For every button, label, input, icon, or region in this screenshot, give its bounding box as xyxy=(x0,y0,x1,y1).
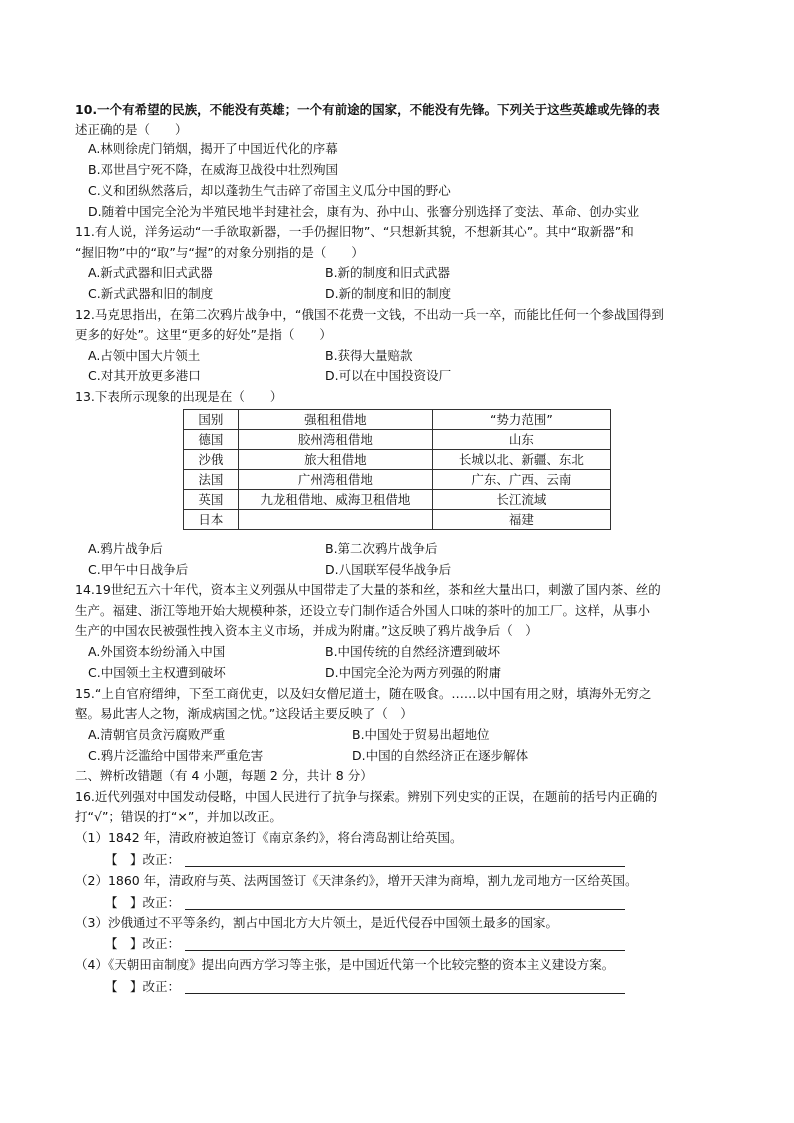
q13-option-b: B.第二次鸦片战争后 xyxy=(325,541,438,556)
q15-option-c: C.鸦片泛滥给中国带来严重危害 xyxy=(88,748,264,763)
q16-correction-line-3[interactable] xyxy=(185,950,625,951)
q16-correction-label-2: 【 】改正： xyxy=(105,895,181,910)
q16-item-1: （1）1842 年，清政府被迫签订《南京条约》，将台湾岛割让给英国。 xyxy=(75,830,463,845)
q16-correction-label-4: 【 】改正： xyxy=(105,979,181,994)
table-cell: 胶州湾租借地 xyxy=(238,430,432,450)
q11-stem-line-2: “握旧物”中的“取”与“握”的对象分别指的是（ ） xyxy=(75,245,364,260)
q14-option-a: A.外国资本纷纷涌入中国 xyxy=(88,644,226,659)
table-cell: 长城以北、新疆、东北 xyxy=(432,450,610,470)
q16-item-2: （2）1860 年，清政府与英、法两国签订《天津条约》，增开天津为商埠，割九龙司地方一区给英国。 xyxy=(75,873,638,888)
q10-option-c: C.义和团纵然落后，却以蓬勃生气击碎了帝国主义瓜分中国的野心 xyxy=(88,183,451,198)
table-row xyxy=(184,470,611,490)
q11-option-a: A.新式武器和旧式武器 xyxy=(88,265,213,280)
table-header-cell: 国别 xyxy=(184,410,239,430)
q16-correction-label-3: 【 】改正： xyxy=(105,936,181,951)
q15-option-a: A.清朝官员贪污腐败严重 xyxy=(88,727,226,742)
table-cell: 德国 xyxy=(184,430,239,450)
q16-correction-line-4[interactable] xyxy=(185,993,625,994)
table-cell: 广州湾租借地 xyxy=(238,470,432,490)
q10-option-a: A.林则徐虎门销烟，揭开了中国近代化的序幕 xyxy=(88,141,338,156)
q12-option-a: A.占领中国大片领土 xyxy=(88,348,201,363)
q11-option-b: B.新的制度和旧式武器 xyxy=(325,265,451,280)
q16-correction-line-1[interactable] xyxy=(185,866,625,867)
q16-stem-line-2: 打“√”；错误的打“×”，并加以改正。 xyxy=(75,809,282,824)
q12-stem-line-1: 12.马克思指出，在第二次鸦片战争中，“俄国不花费一文钱，不出动一兵一卒，而能比任何一个参战国得到 xyxy=(75,307,664,322)
q14-stem-line-2: 生产。福建、浙江等地开始大规模种茶，还设立专门制作适合外国人口味的茶叶的加工厂。这样，从事小 xyxy=(75,603,651,618)
sphere-of-influence-table xyxy=(183,409,611,530)
q12-option-d: D.可以在中国投资设厂 xyxy=(325,368,452,383)
table-cell xyxy=(238,510,432,530)
q12-option-b: B.获得大量赔款 xyxy=(325,348,413,363)
table-header-cell: “势力范围” xyxy=(432,410,610,430)
table-cell: 旅大租借地 xyxy=(238,450,432,470)
table-header-cell: 强租租借地 xyxy=(238,410,432,430)
table-cell: 英国 xyxy=(184,490,239,510)
q10-stem-line-2: 述正确的是（ ） xyxy=(75,122,188,137)
q16-item-3: （3）沙俄通过不平等条约，割占中国北方大片领土，是近代侵吞中国领土最多的国家。 xyxy=(75,915,558,930)
table-cell: 沙俄 xyxy=(184,450,239,470)
q15-stem-line-2: 壑。易此害人之物，渐成病国之忧。”这段话主要反映了（ ） xyxy=(75,706,413,721)
table-cell: 法国 xyxy=(184,470,239,490)
q11-option-c: C.新式武器和旧的制度 xyxy=(88,286,214,301)
q12-option-c: C.对其开放更多港口 xyxy=(88,368,201,383)
table-row xyxy=(184,490,611,510)
table-header-row xyxy=(184,410,611,430)
q15-option-d: D.中国的自然经济正在逐步解体 xyxy=(352,748,529,763)
table-row xyxy=(184,450,611,470)
q16-correction-label-1: 【 】改正： xyxy=(105,852,181,867)
table-cell: 日本 xyxy=(184,510,239,530)
q14-option-b: B.中国传统的自然经济遭到破坏 xyxy=(325,644,501,659)
table-cell: 山东 xyxy=(432,430,610,450)
q11-option-d: D.新的制度和旧的制度 xyxy=(325,286,452,301)
table-cell: 长江流域 xyxy=(432,490,610,510)
q13-stem-line-1: 13.下表所示现象的出现是在（ ） xyxy=(75,389,283,404)
q16-correction-line-2[interactable] xyxy=(185,909,625,910)
q11-stem-line-1: 11.有人说，洋务运动“一手欲取新器，一手仍握旧物”、“只想新其貌，不想新其心”。其中“取新器”和 xyxy=(75,224,634,239)
q16-stem-line-1: 16.近代列强对中国发动侵略，中国人民进行了抗争与探索。辨别下列史实的正误，在题前的括号内正确的 xyxy=(75,789,658,804)
q15-stem-line-1: 15.“上自官府缙绅，下至工商优吏，以及妇女僧尼道士，随在吸食。……以中国有用之财，填海外无穷之 xyxy=(75,686,652,701)
q13-option-d: D.八国联军侵华战争后 xyxy=(325,562,452,577)
q14-option-d: D.中国完全沦为两方列强的附庸 xyxy=(325,665,502,680)
q10-option-b: B.邓世昌宁死不降，在威海卫战役中壮烈殉国 xyxy=(88,162,339,177)
table-row xyxy=(184,510,611,530)
q13-option-c: C.甲午中日战争后 xyxy=(88,562,189,577)
q10-option-d: D.随着中国完全沦为半殖民地半封建社会，康有为、孙中山、张謇分别选择了变法、革命、创办实业 xyxy=(88,204,640,219)
q14-stem-line-1: 14.19世纪五六十年代，资本主义列强从中国带走了大量的茶和丝，茶和丝大量出口，刺激了国内茶、丝的 xyxy=(75,582,661,597)
q15-option-b: B.中国处于贸易出超地位 xyxy=(352,727,490,742)
table-cell: 福建 xyxy=(432,510,610,530)
q10-stem-line-1: 10.一个有希望的民族，不能没有英雄；一个有前途的国家，不能没有先锋。下列关于这些英雄或先锋的表 xyxy=(75,102,660,117)
q14-option-c: C.中国领土主权遭到破坏 xyxy=(88,665,226,680)
q16-item-4: （4）《天朝田亩制度》提出向西方学习等主张，是中国近代第一个比较完整的资本主义建设方案。 xyxy=(75,957,615,972)
section-2-heading: 二、辨析改错题（有 4 小题，每题 2 分，共计 8 分） xyxy=(75,768,373,783)
table-cell: 九龙租借地、威海卫租借地 xyxy=(238,490,432,510)
q14-stem-line-3: 生产的中国农民被强性拽入资本主义市场，并成为附庸。”这反映了鸦片战争后（ ） xyxy=(75,623,538,638)
q13-option-a: A.鸦片战争后 xyxy=(88,541,163,556)
q12-stem-line-2: 更多的好处”。这里“更多的好处”是指（ ） xyxy=(75,327,332,342)
table-row xyxy=(184,430,611,450)
table-cell: 广东、广西、云南 xyxy=(432,470,610,490)
